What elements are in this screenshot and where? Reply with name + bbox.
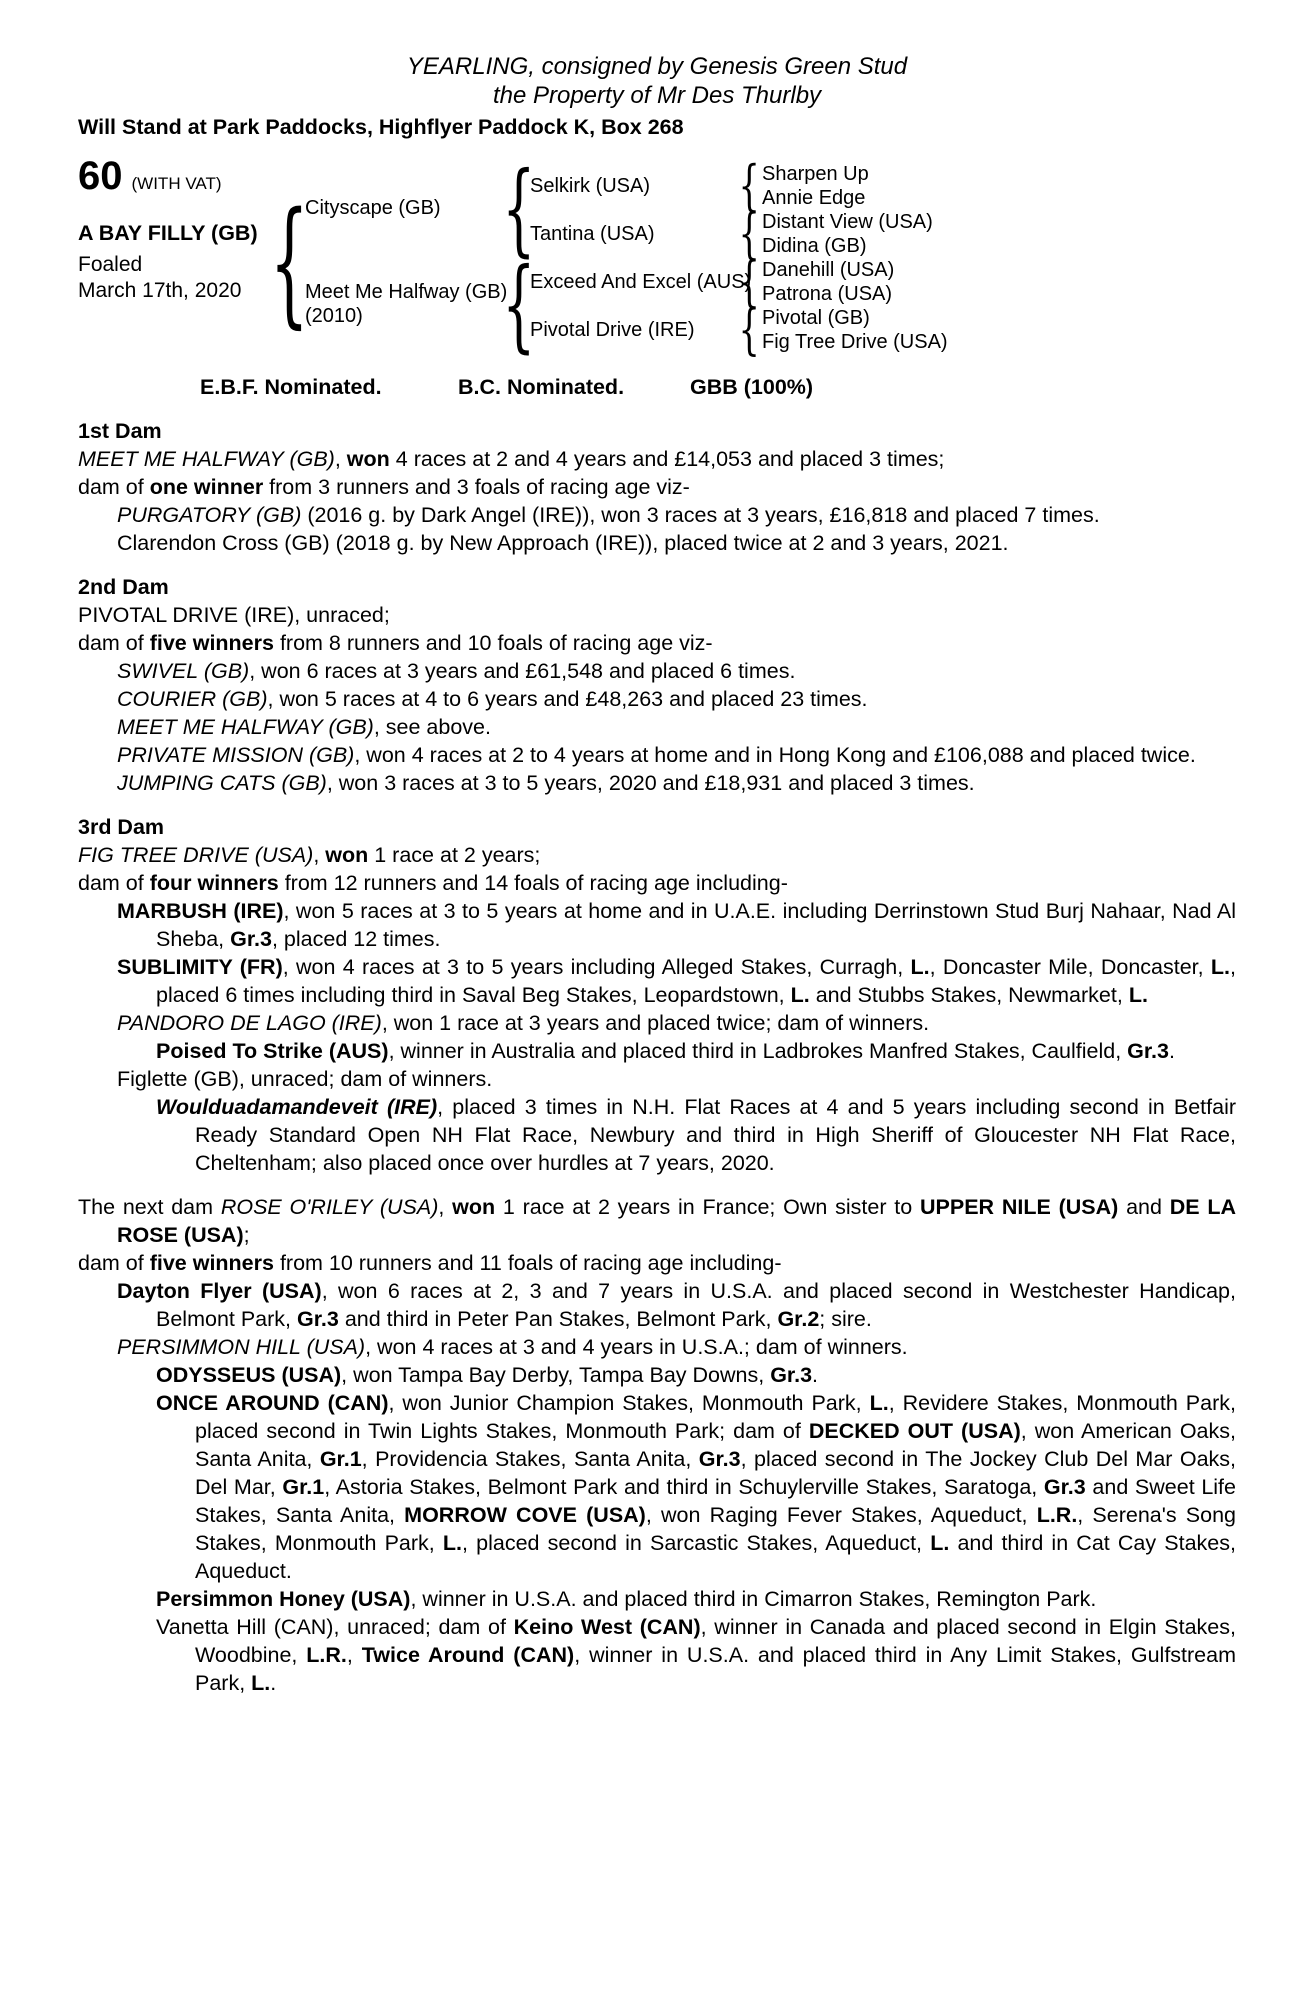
text-segment: Gr.3 bbox=[230, 927, 272, 951]
pedigree-paragraph bbox=[78, 1361, 1236, 1389]
foaled-label: Foaled bbox=[78, 253, 143, 276]
text-segment: dam of bbox=[78, 475, 150, 499]
pedigree-paragraph bbox=[78, 629, 1236, 657]
pedigree-brace-gg3: { bbox=[738, 250, 760, 313]
dam-dam-name: Pivotal Drive (IRE) bbox=[530, 319, 695, 341]
text-segment: SWIVEL (GB) bbox=[117, 659, 250, 683]
text-segment: and Sweet Life Stakes, Santa Anita, bbox=[195, 1475, 1236, 1527]
text-segment: PRIVATE MISSION (GB) bbox=[117, 743, 355, 767]
sire-dam-name: Tantina (USA) bbox=[530, 223, 655, 245]
pedigree-paragraph bbox=[78, 1009, 1236, 1037]
pedigree-paragraph bbox=[78, 713, 1236, 741]
sire-sire-name: Selkirk (USA) bbox=[530, 175, 651, 197]
pedigree-paragraph bbox=[78, 1613, 1236, 1697]
text-segment: Gr.3 bbox=[698, 1447, 741, 1471]
consignor-line: YEARLING, consigned by Genesis Green Stud bbox=[406, 53, 908, 80]
text-segment: , won Junior Champion Stakes, Monmouth Park, bbox=[388, 1391, 870, 1415]
text-segment: . bbox=[812, 1363, 819, 1387]
dam-section bbox=[78, 573, 1236, 797]
dam-section bbox=[78, 417, 1236, 557]
text-segment: SUBLIMITY (FR) bbox=[117, 955, 283, 979]
text-segment: one winner bbox=[149, 475, 264, 499]
text-segment: 1 race at 2 years in France; Own sister to bbox=[495, 1195, 920, 1219]
pedigree-paragraph bbox=[78, 1277, 1236, 1333]
text-segment: FIG TREE DRIVE (USA) bbox=[78, 843, 314, 867]
text-segment: Dayton Flyer (USA) bbox=[117, 1279, 322, 1303]
text-segment: , bbox=[313, 843, 326, 867]
text-segment: Gr.3 bbox=[297, 1307, 339, 1331]
text-segment: JUMPING CATS (GB) bbox=[117, 771, 327, 795]
text-segment: won bbox=[325, 843, 369, 867]
text-segment: UPPER NILE (USA) bbox=[919, 1195, 1119, 1219]
text-segment: Gr.1 bbox=[319, 1447, 362, 1471]
text-segment: ; bbox=[243, 1223, 250, 1247]
text-segment: ONCE AROUND (CAN) bbox=[156, 1391, 389, 1415]
text-segment: , winner in Canada and placed second in Elgin Stakes, Woodbine, bbox=[195, 1615, 1236, 1667]
text-segment: from 12 runners and 14 foals of racing age including- bbox=[278, 871, 788, 895]
ancestor-name: Distant View (USA) bbox=[762, 211, 933, 233]
text-segment: , winner in U.S.A. and placed third in Any Limit Stakes, Gulfstream Park, bbox=[195, 1643, 1237, 1695]
text-segment: ROSE O'RILEY (USA) bbox=[220, 1195, 439, 1219]
text-segment: MORROW COVE (USA) bbox=[404, 1503, 646, 1527]
text-segment: Figlette (GB), unraced; dam of winners. bbox=[117, 1067, 493, 1091]
text-segment: , won 4 races at 3 and 4 years in U.S.A.; dam of winners. bbox=[365, 1335, 908, 1359]
text-segment: PERSIMMON HILL (USA) bbox=[117, 1335, 366, 1359]
text-segment: DECKED OUT (USA) bbox=[808, 1419, 1021, 1443]
pedigree-paragraph bbox=[78, 601, 1236, 629]
ancestor-name: Patrona (USA) bbox=[762, 283, 893, 305]
text-segment: , placed second in Sarcastic Stakes, Aqueduct, bbox=[462, 1531, 931, 1555]
text-segment: ODYSSEUS (USA) bbox=[156, 1363, 342, 1387]
pedigree-brace-dam: { bbox=[502, 246, 536, 363]
text-segment: Gr.3 bbox=[1127, 1039, 1169, 1063]
consignor-header bbox=[78, 52, 1236, 141]
vat-note: (WITH VAT) bbox=[131, 174, 222, 193]
ebf-nominated: E.B.F. Nominated. bbox=[200, 375, 382, 399]
pedigree-paragraph bbox=[78, 1389, 1236, 1585]
text-segment: , won Tampa Bay Derby, Tampa Bay Downs, bbox=[341, 1363, 771, 1387]
text-segment: won bbox=[452, 1195, 496, 1219]
pedigree-brace-sire: { bbox=[502, 150, 536, 267]
text-segment: dam of bbox=[78, 871, 150, 895]
text-segment: Gr.1 bbox=[282, 1475, 325, 1499]
text-segment: L. bbox=[930, 1531, 950, 1555]
text-segment: . bbox=[270, 1671, 277, 1695]
text-segment: , placed 6 times including third in Saval Beg Stakes, Leopardstown, bbox=[156, 955, 1236, 1007]
text-segment: L. bbox=[790, 983, 810, 1007]
pedigree-paragraph bbox=[78, 445, 1236, 473]
pedigree-paragraph bbox=[78, 529, 1236, 557]
ancestor-name: Pivotal (GB) bbox=[762, 307, 870, 329]
text-segment: , Providencia Stakes, Santa Anita, bbox=[361, 1447, 699, 1471]
text-segment: , bbox=[438, 1195, 453, 1219]
pedigree-paragraph bbox=[78, 1193, 1236, 1249]
ancestor-name: Fig Tree Drive (USA) bbox=[762, 331, 948, 353]
text-segment: L. bbox=[251, 1671, 271, 1695]
text-segment: L. bbox=[442, 1531, 463, 1555]
text-segment: Keino West (CAN) bbox=[513, 1615, 701, 1639]
text-segment: dam of bbox=[78, 1251, 150, 1275]
text-segment: The next dam bbox=[78, 1195, 221, 1219]
dam-section bbox=[78, 1193, 1236, 1697]
text-segment: from 10 runners and 11 foals of racing age including- bbox=[273, 1251, 782, 1275]
text-segment: , won Raging Fever Stakes, Aqueduct, bbox=[645, 1503, 1037, 1527]
pedigree-paragraph bbox=[78, 1333, 1236, 1361]
text-segment: five winners bbox=[149, 1251, 274, 1275]
text-segment: , won 3 races at 3 to 5 years, 2020 and £18,931 and placed 3 times. bbox=[326, 771, 975, 795]
text-segment: and third in Peter Pan Stakes, Belmont Park, bbox=[338, 1307, 778, 1331]
dam-sire-name: Exceed And Excel (AUS) bbox=[530, 271, 752, 293]
text-segment: PURGATORY (GB) bbox=[117, 503, 302, 527]
section-heading: 2nd Dam bbox=[78, 575, 169, 599]
text-segment: MEET ME HALFWAY (GB) bbox=[78, 447, 335, 471]
pedigree-brace-gg4: { bbox=[738, 298, 760, 361]
text-segment: , bbox=[334, 447, 347, 471]
text-segment: Gr.3 bbox=[770, 1363, 813, 1387]
text-segment: PIVOTAL DRIVE (IRE), unraced; bbox=[78, 603, 390, 627]
text-segment: COURIER (GB) bbox=[117, 687, 268, 711]
text-segment: L.R. bbox=[1036, 1503, 1078, 1527]
text-segment: , won 6 races at 3 years and £61,548 and placed 6 times. bbox=[249, 659, 796, 683]
pedigree-paragraph bbox=[78, 657, 1236, 685]
text-segment: four winners bbox=[149, 871, 279, 895]
text-segment: Clarendon Cross (GB) (2018 g. by New Approach (IRE)), placed twice at 2 and 3 years, 2021. bbox=[117, 531, 1009, 555]
dam-name: Meet Me Halfway (GB) bbox=[305, 281, 508, 303]
text-segment: L. bbox=[1210, 955, 1231, 979]
text-segment: and Stubbs Stakes, Newmarket, bbox=[809, 983, 1129, 1007]
text-segment: , won 1 race at 3 years and placed twice; dam of winners. bbox=[381, 1011, 930, 1035]
dam-year: (2010) bbox=[305, 305, 363, 327]
text-segment: 1 race at 2 years; bbox=[368, 843, 541, 867]
text-segment: L.R. bbox=[306, 1643, 347, 1667]
pedigree-brace-gg2: { bbox=[738, 202, 760, 265]
pedigree-brace-gg1: { bbox=[738, 154, 760, 217]
pedigree-paragraph bbox=[78, 741, 1236, 769]
text-segment: L. bbox=[910, 955, 930, 979]
text-segment: Vanetta Hill (CAN), unraced; dam of bbox=[156, 1615, 514, 1639]
text-segment: , Astoria Stakes, Belmont Park and third in Schuylerville Stakes, Saratoga, bbox=[324, 1475, 1044, 1499]
text-segment: Gr.3 bbox=[1043, 1475, 1086, 1499]
text-segment: , winner in Australia and placed third in Ladbrokes Manfred Stakes, Caulfield, bbox=[388, 1039, 1128, 1063]
pedigree-paragraph bbox=[78, 841, 1236, 869]
lot-row bbox=[78, 155, 222, 197]
text-segment: five winners bbox=[149, 631, 274, 655]
text-segment: Woulduadamandeveit (IRE) bbox=[156, 1095, 438, 1119]
pedigree-paragraph bbox=[78, 685, 1236, 713]
pedigree-paragraph bbox=[78, 953, 1236, 1009]
ancestor-name: Danehill (USA) bbox=[762, 259, 895, 281]
text-segment: , Revidere Stakes, Monmouth Park, placed second in Twin Lights Stakes, Monmouth Park; dam of bbox=[195, 1391, 1236, 1443]
section-heading: 1st Dam bbox=[78, 419, 162, 443]
text-segment: , Doncaster Mile, Doncaster, bbox=[929, 955, 1211, 979]
pedigree-paragraph bbox=[78, 501, 1236, 529]
text-segment: , won American Oaks, Santa Anita, bbox=[195, 1419, 1236, 1471]
ancestor-name: Sharpen Up bbox=[762, 163, 869, 185]
ancestor-name: Didina (GB) bbox=[762, 235, 867, 257]
nominations-line bbox=[78, 375, 1236, 403]
text-segment: dam of bbox=[78, 631, 150, 655]
text-segment: (2016 g. by Dark Angel (IRE)), won 3 races at 3 years, £16,818 and placed 7 times. bbox=[301, 503, 1100, 527]
lot-number: 60 bbox=[78, 154, 123, 198]
pedigree-paragraph bbox=[78, 1585, 1236, 1613]
text-segment: DE LA ROSE (USA) bbox=[117, 1195, 1237, 1247]
text-segment: L. bbox=[869, 1391, 889, 1415]
section-heading: 3rd Dam bbox=[78, 815, 165, 839]
pedigree-paragraph bbox=[78, 897, 1236, 953]
foaled-date: March 17th, 2020 bbox=[78, 279, 242, 302]
text-segment: , winner in U.S.A. and placed third in Cimarron Stakes, Remington Park. bbox=[410, 1587, 1097, 1611]
text-segment: Twice Around (CAN) bbox=[361, 1643, 575, 1667]
ancestor-name: Annie Edge bbox=[762, 187, 866, 209]
text-segment: , won 5 races at 3 to 5 years at home and in U.A.E. including Derrinstown Stud Burj Nahaar, Nad Al Sheba, bbox=[156, 899, 1236, 951]
stand-location-line: Will Stand at Park Paddocks, Highflyer Paddock K, Box 268 bbox=[78, 115, 684, 139]
text-segment: MARBUSH (IRE) bbox=[117, 899, 284, 923]
text-segment: , won 6 races at 2, 3 and 7 years in U.S.A. and placed second in Westchester Handicap, Belmont Park, bbox=[156, 1279, 1236, 1331]
bc-nominated: B.C. Nominated. bbox=[458, 375, 625, 399]
horse-name: A BAY FILLY (GB) bbox=[78, 221, 258, 245]
text-segment: , placed second in The Jockey Club Del Mar Oaks, Del Mar, bbox=[195, 1447, 1237, 1499]
text-segment: , see above. bbox=[373, 715, 491, 739]
text-segment: , won 4 races at 3 to 5 years including Alleged Stakes, Curragh, bbox=[282, 955, 911, 979]
pedigree-paragraph bbox=[78, 473, 1236, 501]
text-segment: from 3 runners and 3 foals of racing age viz- bbox=[263, 475, 690, 499]
text-segment: L. bbox=[1128, 983, 1148, 1007]
text-segment: and third in Cat Cay Stakes, Aqueduct. bbox=[195, 1531, 1236, 1583]
text-segment: MEET ME HALFWAY (GB) bbox=[117, 715, 374, 739]
pedigree-paragraph bbox=[78, 1065, 1236, 1093]
text-segment: , won 4 races at 2 to 4 years at home and in Hong Kong and £106,088 and placed twice. bbox=[354, 743, 1196, 767]
text-segment: Poised To Strike (AUS) bbox=[156, 1039, 389, 1063]
text-segment: Persimmon Honey (USA) bbox=[156, 1587, 411, 1611]
dam-section bbox=[78, 813, 1236, 1177]
text-segment: , Serena's Song Stakes, Monmouth Park, bbox=[195, 1503, 1236, 1555]
text-segment: ; sire. bbox=[819, 1307, 872, 1331]
text-segment: Gr.2 bbox=[777, 1307, 820, 1331]
pedigree-paragraph bbox=[78, 869, 1236, 897]
text-segment: . bbox=[1169, 1039, 1175, 1063]
pedigree-paragraph bbox=[78, 769, 1236, 797]
text-segment: , bbox=[346, 1643, 362, 1667]
pedigree-paragraph bbox=[78, 1249, 1236, 1277]
text-segment: , placed 3 times in N.H. Flat Races at 4 and 5 years including second in Betfair Ready Standard Open NH Flat Race, Newbury and third in High Sheriff of Gloucester NH Flat Race, Cheltenham; also placed once over hurdles at 7 years, 2020. bbox=[195, 1095, 1237, 1175]
pedigree-paragraph bbox=[78, 1093, 1236, 1177]
pedigree-brace-root: { bbox=[269, 184, 309, 342]
pedigree-text bbox=[78, 417, 1236, 1697]
text-segment: , placed 12 times. bbox=[271, 927, 441, 951]
text-segment: 4 races at 2 and 4 years and £14,053 and placed 3 times; bbox=[389, 447, 945, 471]
property-line: the Property of Mr Des Thurlby bbox=[492, 82, 822, 109]
text-segment: , won 5 races at 4 to 6 years and £48,263 and placed 23 times. bbox=[267, 687, 868, 711]
text-segment: from 8 runners and 10 foals of racing age viz- bbox=[273, 631, 713, 655]
sire-name: Cityscape (GB) bbox=[305, 197, 441, 219]
text-segment: and bbox=[1118, 1195, 1170, 1219]
pedigree-paragraph bbox=[78, 1037, 1236, 1065]
gbb-note: GBB (100%) bbox=[690, 375, 814, 399]
pedigree-table bbox=[78, 150, 1236, 363]
text-segment: PANDORO DE LAGO (IRE) bbox=[117, 1011, 382, 1035]
text-segment: won bbox=[346, 447, 390, 471]
